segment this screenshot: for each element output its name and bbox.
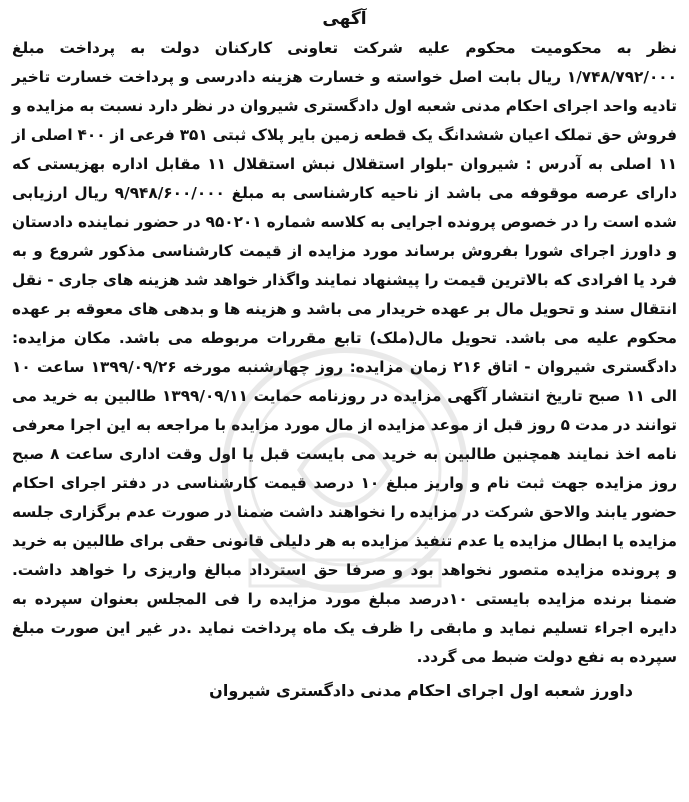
notice-body: [12, 34, 677, 672]
body-paragraph-2: مکان مزایده: دادگستری شیروان - اتاق ۲۱۶ زمان مزایده: روز چهارشنبه مورخه ۱۳۹۹/۰۹/۲۶ ساعت ۱۰ الی ۱۱ صبح تاریخ انتشار آگهی مزایده در روزنامه حمایت ۱۳۹۹/۰۹/۱۱ طالبین به خرید می توانند در مدت ۵ روز قبل از موعد مزایده از مال مورد مزایده با مراجعه به این اجرا معرفی نامه اخذ نمایند همچنین طالبین به خرید می بایست قبل یا اول وقت اداری ساعت ۸ صبح روز مزایده جهت ثبت نام و واریز مبلغ ۱۰ درصد قیمت کارشناسی در دفتر اجرای احکام حضور یابند والاحق شرکت در مزایده را نخواهند داشت ضمنا در صورت عدم برگزاری جلسه مزایده یا ابطال مزایده یا عدم تنفیذ مزایده به هر دلیلی قانونی حقی برای طالبین به خرید و پرونده مزایده متصور نخواهد بود و صرفا حق استرداد مبالغ واریزی را خواهد داشت. ضمنا برنده مزایده بایستی ۱۰درصد مبلغ مورد مزایده را فی المجلس بعنوان سپرده به دایره اجراء تسلیم نماید و مابقی را ظرف یک ماه پرداخت نماید .در غیر این صورت مبلغ سپرده به نفع دولت ضبط می گردد.: [12, 329, 678, 666]
signature-line: داورز شعبه اول اجرای احکام مدنی دادگستری شیروان: [209, 681, 633, 700]
notice-title: آگهی: [322, 9, 367, 29]
body-paragraph-1: نظر به محکومیت محکوم علیه شرکت تعاونی کارکنان دولت به پرداخت مبلغ ۱/۷۴۸/۷۹۲/۰۰۰ ریال بابت اصل خواسته و خسارت هزینه دادرسی و پرداخت خسارت تاخیر تادیه واحد اجرای احکام مدنی شعبه اول دادگستری شیروان در نظر دارد نسبت به مزایده و فروش حق تملک اعیان ششدانگ یک قطعه زمین بایر پلاک ثبتی ۳۵۱ فرعی از ۴۰۰ اصلی از ۱۱ اصلی به آدرس : شیروان -بلوار استقلال نبش استقلال ۱۱ مقابل اداره بهزیستی که دارای عرصه موقوفه می باشد از ناحیه کارشناسی به مبلغ ۹/۹۴۸/۶۰۰/۰۰۰ ریال ارزیابی شده است را در خصوص پرونده اجرایی به کلاسه شماره ۹۵۰۲۰۱ در حضور نماینده دادستان و داورز اجرای شورا بفروش برساند مورد مزایده از قیمت کارشناسی مذکور شروع و به فرد یا افرادی که بالاترین قیمت را پیشنهاد نمایند واگذار خواهد شد هزینه های جاری - نقل انتقال سند و تحویل مال بر عهده خریدار می باشد و هزینه ها و بدهی های معوقه بر عهده محکوم علیه می باشد. تحویل مال(ملک) تابع مقررات مربوطه می باشد.: [12, 39, 677, 347]
